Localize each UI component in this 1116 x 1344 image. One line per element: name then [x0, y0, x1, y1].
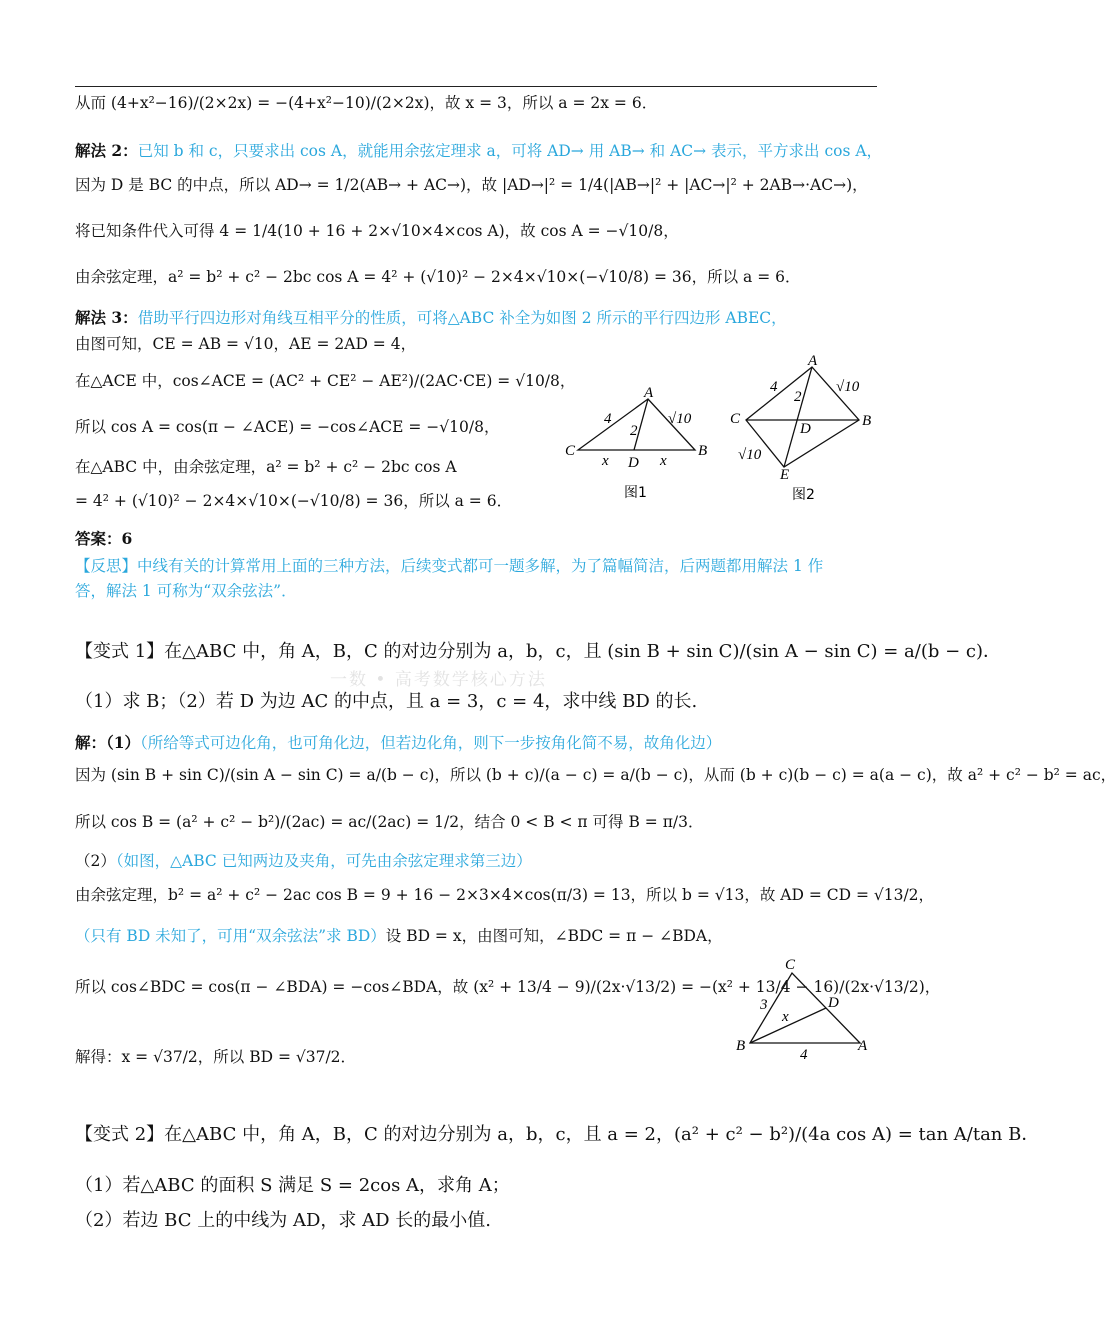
fig3-label-c: C	[785, 957, 796, 973]
method-hint: 借助平行四边形对角线互相平分的性质，可将△ABC 补全为如图 2 所示的平行四边形 ABEC，	[137, 309, 787, 327]
line-24: 解得：x = √37/2，所以 BD = √37/2．	[75, 1048, 357, 1066]
fig3-label-3: 3	[760, 997, 768, 1013]
fig2-label-c: C	[730, 411, 741, 427]
method-hint: 已知 b 和 c，只要求出 cos A，就能用余弦定理求 a，可将 AD→ 用 AB→ 和 AC→ 表示，平方求出 cos A，	[137, 142, 883, 160]
fig3-label-d: D	[828, 995, 839, 1011]
line-7: 由图可知，CE = AB = √10，AE = 2AD = 4，	[75, 335, 417, 353]
line-4: 将已知条件代入可得 4 = 1/4(10 + 16 + 2×√10×4×cos A)，故 cos A = −√10/8，	[75, 222, 679, 240]
solution-label: 解：（1）	[75, 733, 141, 752]
line-9: 所以 cos A = cos(π − ∠ACE) = −cos∠ACE = −√10/8，	[75, 418, 500, 436]
line-14: 答，解法 1 可称为“双余弦法”．	[75, 582, 297, 600]
line-21: 由余弦定理，b² = a² + c² − 2ac cos B = 9 + 16 − 2×3×4×cos(π/3) = 13，所以 b = √13，故 AD = CD = √13/2，	[75, 886, 935, 904]
line-13	[75, 555, 823, 577]
line-11: = 4² + (√10)² − 2×4×√10×(−√10/8) = 36，所以 a = 6．	[75, 492, 513, 510]
variant-2-q1: （1）若△ABC 的面积 S 满足 S = 2cos A，求角 A；	[75, 1175, 510, 1196]
fig1-label-c: C	[565, 443, 576, 459]
fig1-label-x2: x	[660, 453, 667, 469]
method-label: 解法 3：	[75, 308, 138, 327]
fig3-label-a: A	[858, 1038, 868, 1054]
bd-hint: （只有 BD 未知了，可用“双余弦法”求 BD）	[75, 927, 386, 945]
line-17	[75, 732, 721, 754]
fig1-label-a: A	[644, 385, 654, 401]
fig1-label-4: 4	[604, 411, 612, 427]
line-18: 因为 (sin B + sin C)/(sin A − sin C) = a/(b − c)，所以 (b + c)/(a − c) = a/(b − c)，从而 (b + c)(b − c) = a(a − c)，故 a² + c² − b² = ac，	[75, 766, 1116, 784]
part-hint: （如图，△ABC 已知两边及夹角，可先由余弦定理求第三边）	[115, 852, 532, 870]
fig2-label-2: 2	[794, 389, 802, 405]
line-1: 从而 (4+x²−16)/(2×2x) = −(4+x²−10)/(2×2x)，故 x = 3，所以 a = 2x = 6．	[75, 94, 658, 112]
figure-2-parallelogram	[724, 355, 884, 505]
variant-1-questions: （1）求 B；（2）若 D 为边 AC 的中点，且 a = 3，c = 4，求中线 BD 的长.	[75, 691, 698, 712]
fig2-label-sqrt10-bottom: √10	[738, 447, 762, 463]
line-23: 所以 cos∠BDC = cos(π − ∠BDA) = −cos∠BDA，故 (x² + 13/4 − 9)/(2x·√13/2) = −(x² + 13/4 − 16)/(2x·√13/2)，	[75, 978, 941, 996]
fig2-label-sqrt10-top: √10	[836, 379, 860, 395]
line-2	[75, 140, 882, 162]
variant-1-statement: 【变式 1】在△ABC 中，角 A，B，C 的对边分别为 a，b，c，且 (sin B + sin C)/(sin A − sin C) = a/(b − c)．	[75, 641, 1001, 662]
fig2-label-d: D	[800, 421, 811, 437]
line-20	[75, 850, 532, 872]
fig3-label-x: x	[782, 1009, 789, 1025]
line-19: 所以 cos B = (a² + c² − b²)/(2ac) = ac/(2ac) = 1/2，结合 0 < B < π 可得 B = π/3．	[75, 813, 704, 831]
method-label: 解法 2：	[75, 141, 138, 160]
fig1-label-d: D	[628, 455, 639, 471]
fig1-caption: 图1	[624, 485, 647, 501]
figure-3-triangle	[730, 955, 880, 1065]
fig3-label-4: 4	[800, 1047, 808, 1063]
fig1-label-b: B	[698, 443, 708, 459]
fig2-label-b: B	[862, 413, 872, 429]
line-8: 在△ACE 中，cos∠ACE = (AC² + CE² − AE²)/(2AC·CE) = √10/8，	[75, 372, 576, 390]
line-5: 由余弦定理，a² = b² + c² − 2bc cos A = 4² + (√10)² − 2×4×√10×(−√10/8) = 36，所以 a = 6．	[75, 268, 801, 286]
line-3: 因为 D 是 BC 的中点，所以 AD→ = 1/2(AB→ + AC→)，故 |AD→|² = 1/4(|AB→|² + |AC→|² + 2AB→·AC→)，	[75, 176, 868, 194]
figure-1-triangle	[560, 385, 720, 505]
answer: 答案：6	[75, 529, 133, 548]
watermark: 一数 • 高考数学核心方法	[330, 670, 547, 690]
fig3-label-b: B	[736, 1038, 746, 1054]
fig2-caption: 图2	[792, 487, 815, 503]
fig1-label-2: 2	[630, 423, 638, 439]
fig2-label-e: E	[780, 467, 790, 483]
bd-setup: 设 BD = x，由图可知，∠BDC = π − ∠BDA，	[385, 927, 723, 945]
fig1-label-x1: x	[602, 453, 609, 469]
fig2-label-4: 4	[770, 379, 778, 395]
fig2-label-a: A	[808, 353, 818, 369]
reflection-text: 中线有关的计算常用上面的三种方法，后续变式都可一题多解，为了篇幅简洁，后两题都用解法 1 作	[137, 557, 824, 575]
part-label: （2）	[75, 852, 116, 870]
reflection-label: 【反思】	[75, 557, 138, 575]
line-22	[75, 925, 723, 947]
fig1-label-sqrt10: √10	[668, 411, 692, 427]
line-6	[75, 307, 787, 329]
line-10: 在△ABC 中，由余弦定理，a² = b² + c² − 2bc cos A	[75, 458, 457, 476]
variant-2-statement: 【变式 2】在△ABC 中，角 A，B，C 的对边分别为 a，b，c，且 a = 2，(a² + c² − b²)/(4a cos A) = tan A/tan B．	[75, 1124, 1040, 1145]
header-rule	[75, 86, 877, 87]
solution-hint: （所给等式可边化角，也可角化边，但若边化角，则下一步按角化简不易，故角化边）	[140, 734, 722, 752]
variant-2-q2: （2）若边 BC 上的中线为 AD，求 AD 长的最小值.	[75, 1210, 491, 1231]
